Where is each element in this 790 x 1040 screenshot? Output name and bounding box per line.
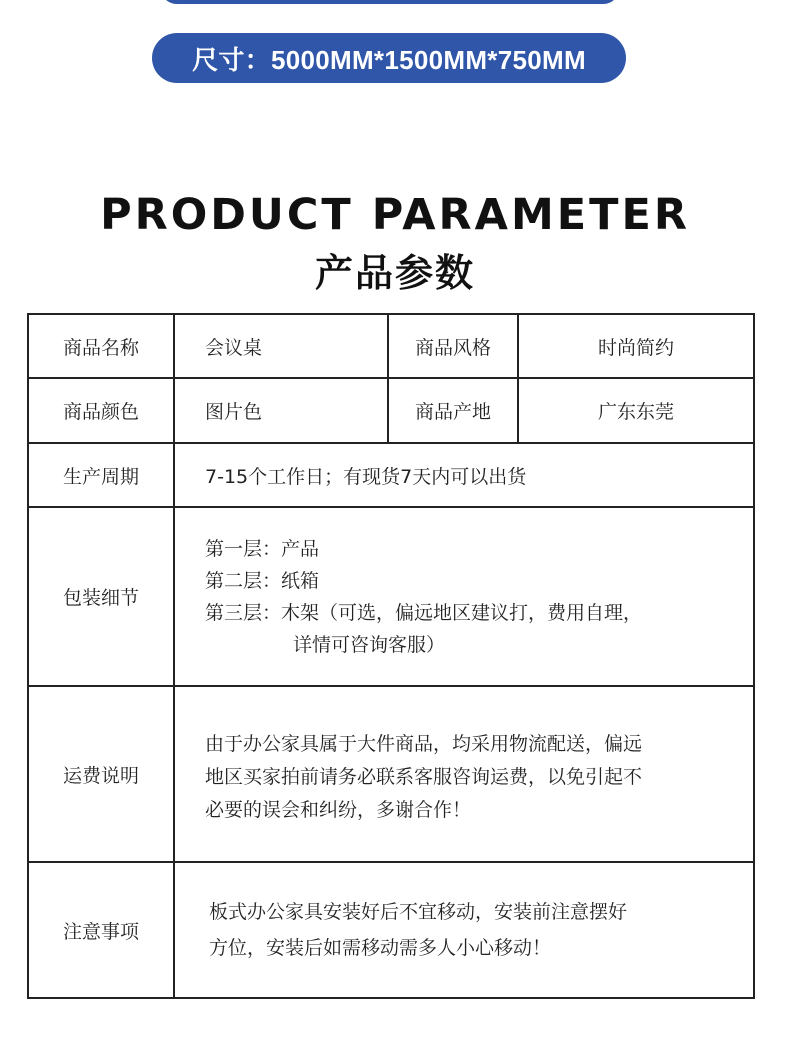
- cycle-label: 生产周期: [62, 465, 139, 488]
- origin-value: 广东东莞: [597, 401, 674, 423]
- notice-label: 注意事项: [62, 920, 139, 943]
- notice-line: 板式办公家具安装好后不宜移动，安装前注意摆好: [209, 901, 628, 923]
- origin-label: 商品产地: [414, 401, 491, 423]
- name-value: 会议桌: [205, 336, 263, 359]
- notice-line: 方位，安装后如需移动需多人小心移动！: [209, 937, 552, 959]
- notice-details: [175, 863, 753, 997]
- section-title-cn: 产品参数: [314, 251, 475, 295]
- shipping-label: 运费说明: [62, 764, 139, 787]
- cycle-value: 7-15个工作日；有现货7天内可以出货: [205, 465, 527, 488]
- shipping-line: 由于办公家具属于大件商品，均采用物流配送，偏远: [205, 732, 643, 755]
- package-line: 第一层：产品: [205, 537, 320, 560]
- package-line: 第三层：木架（可选，偏远地区建议打，费用自理，: [205, 601, 643, 624]
- color-label: 商品颜色: [62, 401, 139, 423]
- color-value: 图片色: [205, 401, 263, 423]
- shipping-line: 地区买家拍前请务必联系客服咨询运费，以免引起不: [205, 765, 643, 788]
- section-title-en: PRODUCT PARAMETER: [100, 190, 690, 240]
- shipping-details: [175, 687, 753, 861]
- package-line: 第二层：纸箱: [205, 569, 320, 592]
- style-value: 时尚简约: [597, 336, 674, 359]
- parameter-table: [27, 313, 755, 999]
- top-banner-edge: [160, 0, 620, 4]
- package-label: 包装细节: [62, 587, 139, 609]
- name-label: 商品名称: [62, 336, 139, 359]
- shipping-line: 必要的误会和纠纷，多谢合作！: [205, 798, 472, 821]
- size-badge: 尺寸：5000MM*1500MM*750MM: [152, 33, 626, 83]
- style-label: 商品风格: [414, 336, 491, 359]
- package-details: [175, 508, 753, 685]
- package-line: 详情可咨询客服）: [293, 633, 446, 656]
